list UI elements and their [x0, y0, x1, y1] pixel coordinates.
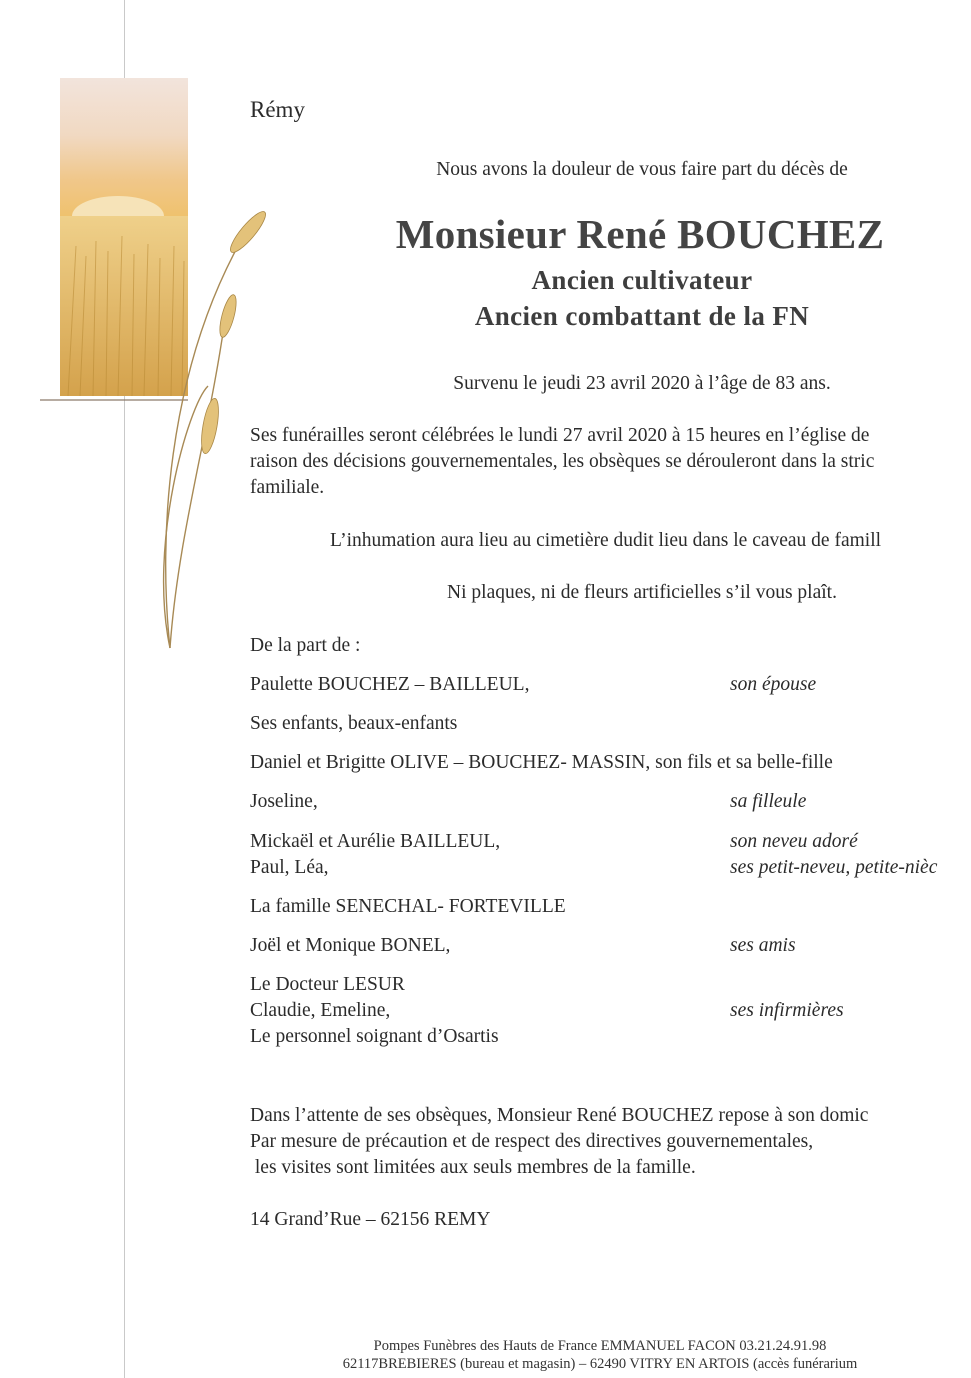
flowers-line: Ni plaques, ni de fleurs artificielles s’il vous plaît.	[447, 582, 837, 603]
family-relation: ses infirmières	[730, 1000, 844, 1021]
family-relation: son neveu adoré	[730, 831, 858, 852]
rest-paragraph	[250, 1103, 971, 1181]
home-address: 14 Grand’Rue – 62156 REMY	[250, 1209, 491, 1230]
funeral-line: raison des décisions gouvernementales, les obsèques se dérouleront dans la stric	[250, 451, 875, 472]
city-name: Rémy	[250, 97, 305, 122]
family-member: Mickaël et Aurélie BAILLEUL,	[250, 831, 501, 852]
rest-line: Par mesure de précaution et de respect des directives gouvernementales,	[250, 1131, 814, 1152]
burial-line: L’inhumation aura lieu au cimetière dudit lieu dans le caveau de famill	[330, 530, 882, 551]
family-member: Claudie, Emeline,	[250, 1000, 391, 1021]
announcement-intro: Nous avons la douleur de vous faire part du décès de	[436, 159, 848, 180]
deceased-name: Monsieur René BOUCHEZ	[395, 211, 885, 257]
death-date-line: Survenu le jeudi 23 avril 2020 à l’âge de 83 ans.	[453, 373, 831, 394]
family-member: Joël et Monique BONEL,	[250, 935, 451, 956]
family-relation: son épouse	[730, 674, 817, 695]
family-member: Daniel et Brigitte OLIVE – BOUCHEZ- MASSIN, son fils et sa belle-fille	[250, 752, 833, 773]
from-label: De la part de :	[250, 635, 361, 656]
funeral-line: familiale.	[250, 477, 325, 498]
title-veteran: Ancien combattant de la FN	[474, 301, 810, 331]
family-relation: sa filleule	[730, 791, 807, 812]
family-member: Paul, Léa,	[250, 857, 329, 878]
funeral-line: Ses funérailles seront célébrées le lundi 27 avril 2020 à 15 heures en l’église de	[250, 425, 870, 446]
family-relation: ses petit-neveu, petite-nièc	[730, 857, 938, 878]
family-member: Ses enfants, beaux-enfants	[250, 713, 458, 734]
family-member: Joseline,	[250, 791, 318, 812]
funeral-home-line: Pompes Funèbres des Hauts de France EMMANUEL FACON 03.21.24.91.98	[373, 1338, 827, 1354]
funeral-home-address: 62117BREBIERES (bureau et magasin) – 62490 VITRY EN ARTOIS (accès funérarium	[342, 1356, 858, 1372]
rest-line: Dans l’attente de ses obsèques, Monsieur René BOUCHEZ repose à son domic	[250, 1105, 869, 1126]
family-relation: ses amis	[730, 935, 796, 956]
rest-line: les visites sont limitées aux seuls membres de la famille.	[250, 1157, 696, 1178]
family-member: La famille SENECHAL- FORTEVILLE	[250, 896, 566, 917]
funeral-paragraph	[250, 423, 971, 501]
family-member: Paulette BOUCHEZ – BAILLEUL,	[250, 674, 530, 695]
title-farmer: Ancien cultivateur	[531, 265, 753, 295]
family-member: Le personnel soignant d’Osartis	[250, 1026, 499, 1047]
wheat-field-illustration	[38, 76, 278, 656]
family-member: Le Docteur LESUR	[250, 974, 405, 995]
